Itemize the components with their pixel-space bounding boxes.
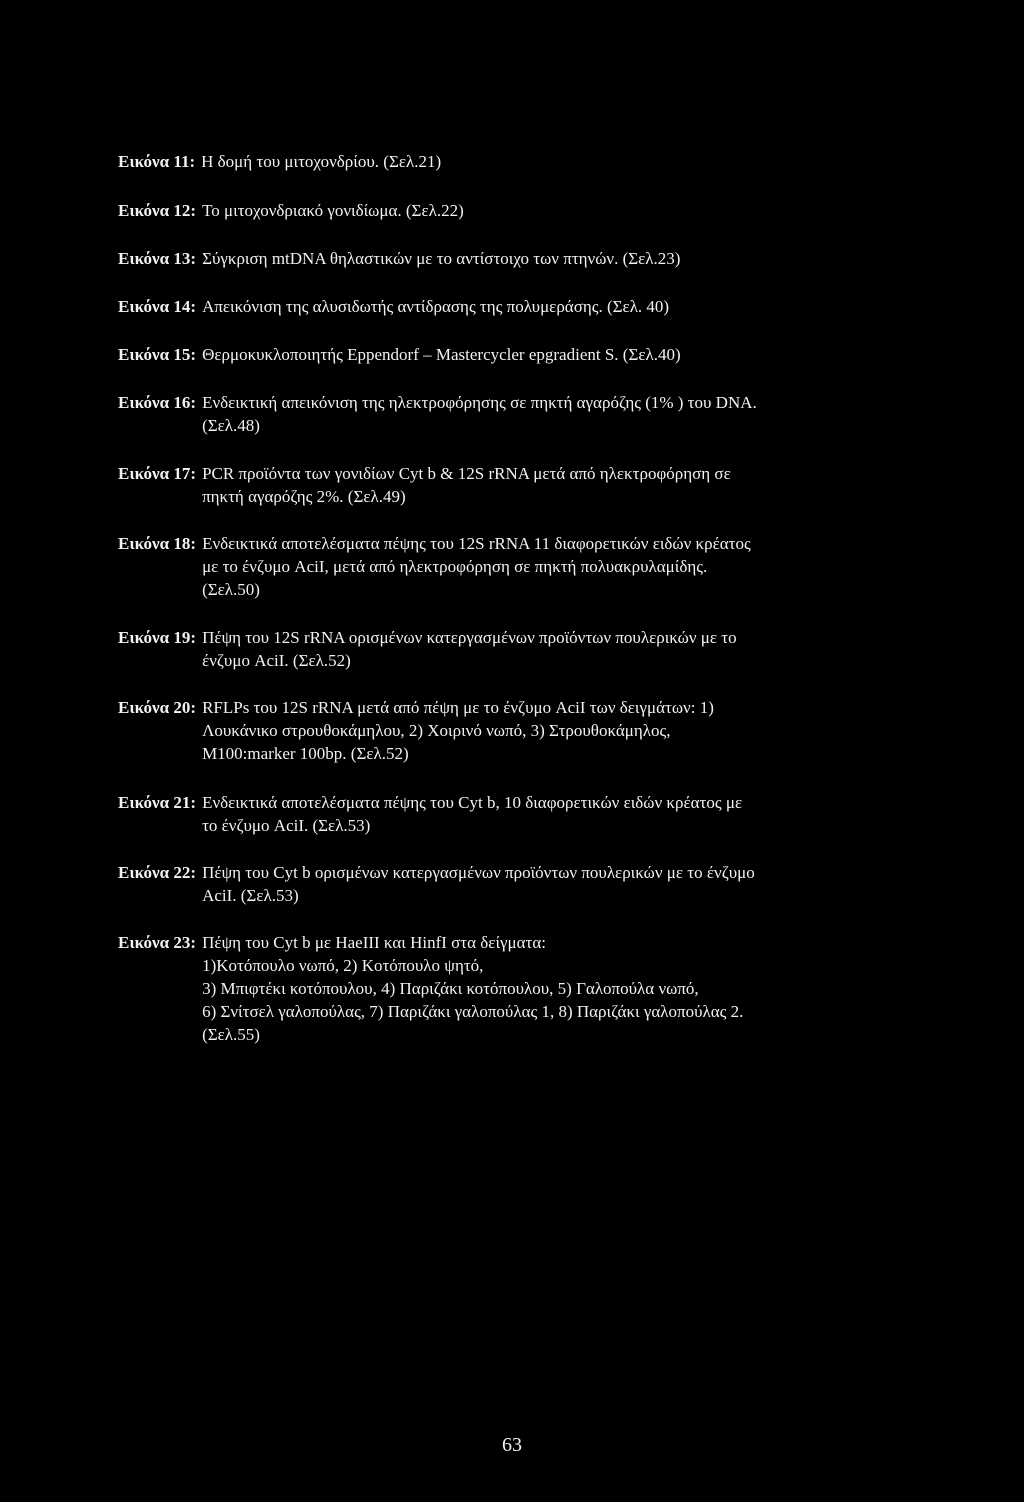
caption-line: ένζυμο AciI. (Σελ.52) [202,651,351,670]
figure-caption [202,391,918,437]
figure-list [118,126,918,1046]
figure-entry [118,150,918,173]
figure-caption [202,696,918,765]
caption-line: Σύγκριση mtDNA θηλαστικών με το αντίστοιχο των πτηνών. (Σελ.23) [202,249,681,268]
caption-line: 6) Σνίτσελ γαλοπούλας, 7) Παριζάκι γαλοπούλας 1, 8) Παριζάκι γαλοπούλας 2. [202,1002,744,1021]
figure-caption [202,199,918,222]
caption-line: Ενδεικτική απεικόνιση της ηλεκτροφόρησης σε πηκτή αγαρόζης (1% ) του DNA. [202,393,757,412]
figure-entry [118,295,918,318]
figure-entry [118,791,918,837]
figure-entry [118,696,918,765]
figure-entry [118,626,918,672]
figure-entry [118,532,918,601]
caption-line: Η δομή του μιτοχονδρίου. (Σελ.21) [201,152,442,171]
figure-caption [202,343,918,366]
caption-line: PCR προϊόντα των γονιδίων Cyt b & 12S rRNA μετά από ηλεκτροφόρηση σε [202,464,731,483]
page-number: 63 [502,1434,522,1456]
figure-entry [118,247,918,270]
caption-line: 3) Μπιφτέκι κοτόπουλου, 4) Παριζάκι κοτόπουλου, 5) Γαλοπούλα νωπό, [202,979,699,998]
figure-entry [118,199,918,222]
caption-line: 1)Κοτόπουλο νωπό, 2) Κοτόπουλο ψητό, [202,956,484,975]
figure-label: Εικόνα 21: [118,793,197,812]
caption-line: Ενδεικτικά αποτελέσματα πέψης του Cyt b, 10 διαφορετικών ειδών κρέατος με [202,793,743,812]
figure-caption [202,931,918,1046]
caption-line: (Σελ.55) [202,1025,260,1044]
figure-label: Εικόνα 16: [118,393,197,412]
figure-label: Εικόνα 15: [118,345,197,364]
caption-line: Ενδεικτικά αποτελέσματα πέψης του 12S rRNA 11 διαφορετικών ειδών κρέατος [202,534,751,553]
figure-entry [118,391,918,437]
caption-line: με το ένζυμο AciI, μετά από ηλεκτροφόρηση σε πηκτή πολυακρυλαμίδης. [202,557,708,576]
figure-caption [202,532,918,601]
figure-label: Εικόνα 13: [118,249,197,268]
caption-line: Λουκάνικο στρουθοκάμηλου, 2) Χοιρινό νωπό, 3) Στρουθοκάμηλος, [202,721,671,740]
figure-label: Εικόνα 12: [118,201,197,220]
figure-entry [118,462,918,508]
caption-line: Πέψη του Cyt b ορισμένων κατεργασμένων προϊόντων πουλερικών με το ένζυμο [202,863,755,882]
figure-label: Εικόνα 23: [118,933,197,952]
caption-line: (Σελ.48) [202,416,260,435]
figure-caption [202,295,918,318]
caption-line: Θερμοκυκλοποιητής Eppendorf – Mastercycler epgradient S. (Σελ.40) [202,345,681,364]
figure-caption [202,462,918,508]
figure-label: Εικόνα 14: [118,297,197,316]
figure-label: Εικόνα 20: [118,698,197,717]
figure-label: Εικόνα 19: [118,628,197,647]
caption-line: Πέψη του 12S rRNA ορισμένων κατεργασμένων προϊόντων πουλερικών με το [202,628,737,647]
caption-line: πηκτή αγαρόζης 2%. (Σελ.49) [202,487,406,506]
caption-line: Απεικόνιση της αλυσιδωτής αντίδρασης της πολυμεράσης. (Σελ. 40) [202,297,670,316]
figure-entry [118,343,918,366]
figure-label: Εικόνα 18: [118,534,197,553]
figure-label: Εικόνα 11: [118,152,196,171]
figure-caption [202,626,918,672]
caption-line: το ένζυμο AciI. (Σελ.53) [202,816,371,835]
figure-label: Εικόνα 17: [118,464,197,483]
figure-label: Εικόνα 22: [118,863,197,882]
figure-caption [202,791,918,837]
caption-line: (Σελ.50) [202,580,260,599]
figure-entry [118,861,918,907]
caption-line: Το μιτοχονδριακό γονιδίωμα. (Σελ.22) [202,201,464,220]
figure-caption [202,861,918,907]
caption-line: RFLPs του 12S rRNA μετά από πέψη με το ένζυμο AciI των δειγμάτων: 1) [202,698,714,717]
figure-entry [118,931,918,1046]
figure-caption [201,150,918,173]
figure-caption [202,247,918,270]
caption-line: Πέψη του Cyt b με HaeIII και HinfI στα δείγματα: [202,933,547,952]
caption-line: M100:marker 100bp. (Σελ.52) [202,744,409,763]
caption-line: AciI. (Σελ.53) [202,886,299,905]
